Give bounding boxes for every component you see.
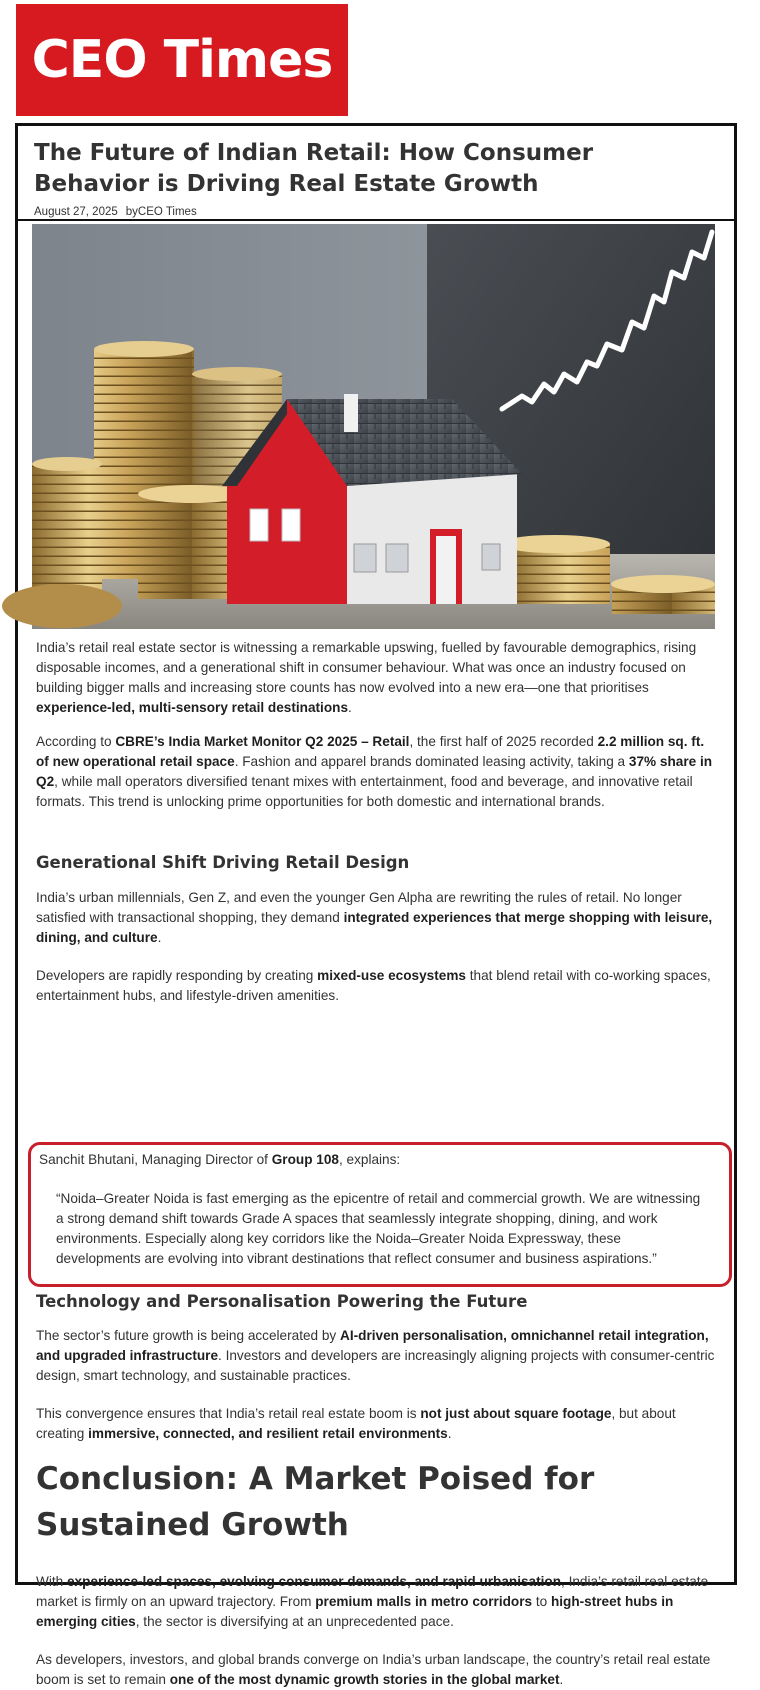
article-title: The Future of Indian Retail: How Consumer Behavior is Driving Real Estate Growth: [34, 140, 594, 197]
paragraph-intro: India’s retail real estate sector is witnessing a remarkable upswing, fuelled by favourable demographics, rising disposable incomes, and a generational shift in consumer behaviour. What was once an industry focused on building bigger malls and increasing store counts has now evolved into a new era—one that prioritises experience-led, multi-sensory retail destinations.: [36, 640, 697, 715]
paragraph-closing: As developers, investors, and global brands converge on India’s urban landscape, the country’s retail real estate boom is set to remain one of the most dynamic growth stories in the global market.: [36, 1652, 711, 1687]
paragraph-generations: India’s urban millennials, Gen Z, and even the younger Gen Alpha are rewriting the rules of retail. No longer satisfied with transactional shopping, they demand integrated experiences that merge shopping with leisure, dining, and culture.: [36, 890, 713, 945]
paragraph-technology: The sector’s future growth is being accelerated by AI-driven personalisation, omnichannel retail integration, and upgraded infrastructure. Investors and developers are increasingly aligning projects with consumer-centric design, smart technology, and sustainable practices.: [36, 1328, 715, 1383]
heading-technology: Technology and Personalisation Powering the Future: [36, 1292, 528, 1311]
highlighted-quote-box: [28, 1142, 732, 1287]
quote-text: “Noida–Greater Noida is fast emerging as the epicentre of retail and commercial growth. We are witnessing a strong demand shift towards Grade A spaces that seamlessly integrate shopping, dining, and work environments. Especially along key corridors like the Noida–Greater Noida Expressway, these developments are evolving into vibrant destinations that reflect consumer and business aspirations.”: [56, 1191, 701, 1266]
paragraph-conclusion: With experience-led spaces, evolving consumer demands, and rapid urbanisation, India’s retail real estate market is firmly on an upward trajectory. From premium malls in metro corridors to high-street hubs in emerging cities, the sector is diversifying at an unprecedented pace.: [36, 1574, 709, 1629]
hero-image: [32, 224, 715, 629]
paragraph-mixed-use: Developers are rapidly responding by creating mixed-use ecosystems that blend retail with co-working spaces, entertainment hubs, and lifestyle-driven amenities.: [36, 968, 711, 1003]
paragraph-cbre: According to CBRE’s India Market Monitor Q2 2025 – Retail, the first half of 2025 recorded 2.2 million sq. ft. of new operational retail space. Fashion and apparel brands dominated leasing activity, taking a 37% share in Q2, while mall operators diversified tenant mixes with entertainment, food and beverage, and innovative retail formats. This trend is unlocking prime opportunities for both domestic and international brands.: [36, 734, 713, 809]
paragraph-convergence: This convergence ensures that India’s retail real estate boom is not just about square footage, but about creating immersive, connected, and resilient retail environments.: [36, 1406, 676, 1441]
article-date: August 27, 2025: [34, 206, 118, 218]
article-frame: [15, 123, 737, 1687]
quote-attribution: Sanchit Bhutani, Managing Director of Group 108, explains:: [39, 1152, 401, 1167]
heading-conclusion: Conclusion: A Market Poised for Sustained Growth: [36, 1461, 595, 1543]
ceo-times-logo[interactable]: CEO Times: [16, 4, 348, 116]
heading-generational-shift: Generational Shift Driving Retail Design: [36, 853, 410, 872]
article-header: [18, 126, 734, 221]
article-byline[interactable]: byCEO Times: [125, 206, 197, 218]
house-coins-growth-illustration: [32, 224, 715, 629]
article-meta: [34, 206, 197, 218]
